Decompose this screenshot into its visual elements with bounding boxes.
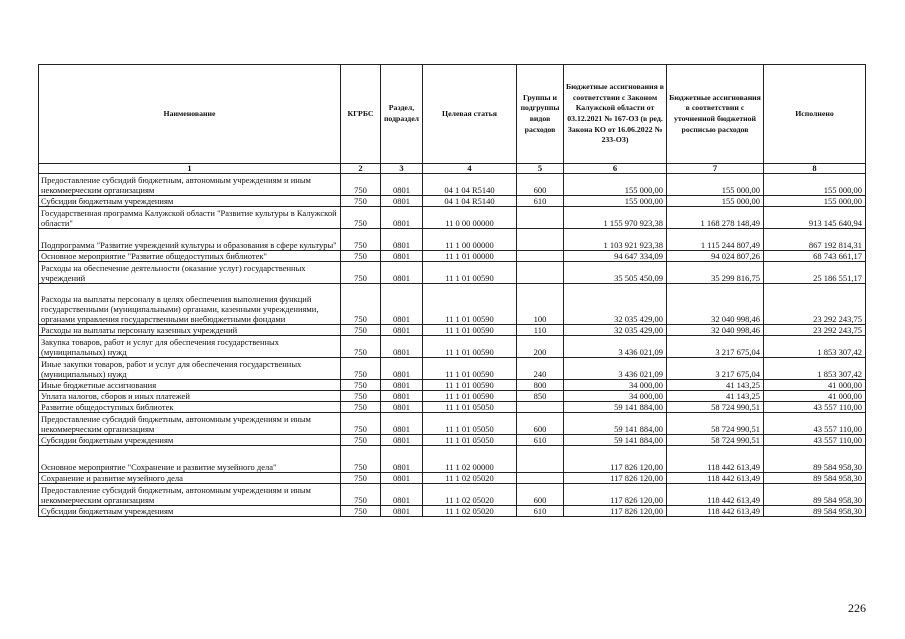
- row-assign-law: 1 155 970 923,38: [564, 207, 667, 229]
- row-ktgrs: 750: [341, 262, 381, 284]
- row-executed: 41 000,00: [764, 380, 866, 391]
- row-expense-type: 600: [517, 174, 564, 196]
- row-name: Иные бюджетные ассигнования: [39, 380, 341, 391]
- row-expense-type: [517, 402, 564, 413]
- column-number-row: [39, 164, 866, 174]
- row-name: Уплата налогов, сборов и иных платежей: [39, 391, 341, 402]
- table-row: [39, 391, 866, 402]
- row-name: Расходы на выплаты персоналу казенных учреждений: [39, 325, 341, 336]
- budget-table: [38, 64, 866, 517]
- row-assign-budget: 58 724 990,51: [667, 402, 764, 413]
- row-ktgrs: 750: [341, 207, 381, 229]
- row-name: Субсидии бюджетным учреждениям: [39, 196, 341, 207]
- row-assign-law: 35 505 450,09: [564, 262, 667, 284]
- table-row: [39, 196, 866, 207]
- row-name: Основное мероприятие "Сохранение и развитие музейного дела": [39, 446, 341, 473]
- table-row: [39, 446, 866, 473]
- table-header-row: [39, 65, 866, 164]
- row-assign-budget: 58 724 990,51: [667, 413, 764, 435]
- row-target-article: 04 1 04 R5140: [423, 174, 517, 196]
- row-executed: 867 192 814,31: [764, 229, 866, 251]
- table-row: [39, 435, 866, 446]
- row-target-article: 11 1 01 00590: [423, 284, 517, 325]
- row-expense-type: 850: [517, 391, 564, 402]
- row-executed: 155 000,00: [764, 196, 866, 207]
- row-name: Субсидии бюджетным учреждениям: [39, 435, 341, 446]
- table-row: [39, 380, 866, 391]
- row-name: Субсидии бюджетным учреждениям: [39, 506, 341, 517]
- row-expense-type: [517, 207, 564, 229]
- row-assign-budget: 35 299 816,75: [667, 262, 764, 284]
- row-ktgrs: 750: [341, 196, 381, 207]
- row-razdel: 0801: [381, 413, 423, 435]
- row-target-article: 11 1 01 00000: [423, 251, 517, 262]
- row-target-article: 11 1 01 05050: [423, 402, 517, 413]
- row-expense-type: 610: [517, 196, 564, 207]
- table-row: [39, 473, 866, 484]
- table-row: [39, 174, 866, 196]
- row-assign-budget: 118 442 613,49: [667, 484, 764, 506]
- row-assign-budget: 41 143,25: [667, 380, 764, 391]
- row-assign-budget: 32 040 998,46: [667, 284, 764, 325]
- row-expense-type: [517, 473, 564, 484]
- column-number: 3: [381, 164, 423, 174]
- row-expense-type: 800: [517, 380, 564, 391]
- row-name: Основное мероприятие "Развитие общедоступных библиотек": [39, 251, 341, 262]
- row-assign-budget: 118 442 613,49: [667, 506, 764, 517]
- row-executed: 68 743 661,17: [764, 251, 866, 262]
- row-expense-type: [517, 446, 564, 473]
- row-ktgrs: 750: [341, 473, 381, 484]
- row-expense-type: 610: [517, 506, 564, 517]
- row-expense-type: [517, 229, 564, 251]
- row-expense-type: [517, 251, 564, 262]
- column-number: 4: [423, 164, 517, 174]
- header-assign-law: Бюджетные ассигнования в соответствии с Законом Калужской области от 03.12.2021 № 167-ОЗ (в ред. Закона КО от 16.06.2022 № 233-ОЗ): [564, 65, 667, 164]
- row-ktgrs: 750: [341, 336, 381, 358]
- row-name: Государственная программа Калужской области "Развитие культуры в Калужской области": [39, 207, 341, 229]
- header-ktgrs: КГРБС: [341, 65, 381, 164]
- row-assign-budget: 155 000,00: [667, 196, 764, 207]
- row-target-article: 11 1 01 00590: [423, 336, 517, 358]
- row-assign-budget: 118 442 613,49: [667, 473, 764, 484]
- row-ktgrs: 750: [341, 380, 381, 391]
- row-ktgrs: 750: [341, 446, 381, 473]
- row-razdel: 0801: [381, 325, 423, 336]
- table-row: [39, 336, 866, 358]
- row-assign-law: 34 000,00: [564, 391, 667, 402]
- row-name: Иные закупки товаров, работ и услуг для обеспечения государственных (муниципальных) нужд: [39, 358, 341, 380]
- row-name: Расходы на обеспечение деятельности (оказание услуг) государственных учреждений: [39, 262, 341, 284]
- row-target-article: 11 0 00 00000: [423, 207, 517, 229]
- row-target-article: 11 1 01 05050: [423, 413, 517, 435]
- row-assign-law: 3 436 021,09: [564, 358, 667, 380]
- row-razdel: 0801: [381, 229, 423, 251]
- row-executed: 89 584 958,30: [764, 484, 866, 506]
- row-assign-law: 155 000,00: [564, 174, 667, 196]
- row-assign-budget: 3 217 675,04: [667, 336, 764, 358]
- budget-table-sheet: [38, 64, 865, 517]
- row-ktgrs: 750: [341, 174, 381, 196]
- row-ktgrs: 750: [341, 325, 381, 336]
- row-razdel: 0801: [381, 358, 423, 380]
- page-number: 226: [848, 601, 866, 615]
- row-target-article: 11 1 01 00590: [423, 391, 517, 402]
- table-row: [39, 251, 866, 262]
- column-number: 5: [517, 164, 564, 174]
- row-razdel: 0801: [381, 262, 423, 284]
- row-executed: 913 145 640,94: [764, 207, 866, 229]
- row-target-article: 04 1 04 R5140: [423, 196, 517, 207]
- row-ktgrs: 750: [341, 229, 381, 251]
- row-assign-law: 94 647 334,09: [564, 251, 667, 262]
- table-row: [39, 262, 866, 284]
- row-target-article: 11 1 01 00590: [423, 262, 517, 284]
- header-razdel: Раздел, подраздел: [381, 65, 423, 164]
- header-assign-budget: Бюджетные ассигнования в соответствии с уточненной бюджетной росписью расходов: [667, 65, 764, 164]
- row-expense-type: 600: [517, 484, 564, 506]
- row-expense-type: 240: [517, 358, 564, 380]
- row-ktgrs: 750: [341, 506, 381, 517]
- row-executed: 155 000,00: [764, 174, 866, 196]
- row-ktgrs: 750: [341, 484, 381, 506]
- row-assign-budget: 1 115 244 807,49: [667, 229, 764, 251]
- row-target-article: 11 1 02 05020: [423, 473, 517, 484]
- row-ktgrs: 750: [341, 413, 381, 435]
- row-name: Развитие общедоступных библиотек: [39, 402, 341, 413]
- row-executed: 23 292 243,75: [764, 325, 866, 336]
- header-expense-groups: Группы и подгруппы видов расходов: [517, 65, 564, 164]
- row-assign-law: 3 436 021,09: [564, 336, 667, 358]
- row-executed: 25 186 551,17: [764, 262, 866, 284]
- row-name: Предоставление субсидий бюджетным, автономным учреждениям и иным некоммерческим организациям: [39, 413, 341, 435]
- row-assign-budget: 155 000,00: [667, 174, 764, 196]
- row-razdel: 0801: [381, 207, 423, 229]
- header-target-article: Целевая статья: [423, 65, 517, 164]
- row-executed: 89 584 958,30: [764, 473, 866, 484]
- row-razdel: 0801: [381, 506, 423, 517]
- row-razdel: 0801: [381, 380, 423, 391]
- row-razdel: 0801: [381, 484, 423, 506]
- row-target-article: 11 1 02 05020: [423, 506, 517, 517]
- table-row: [39, 484, 866, 506]
- row-name: Подпрограмма "Развитие учреждений культуры и образования в сфере культуры": [39, 229, 341, 251]
- row-name: Предоставление субсидий бюджетным, автономным учреждениям и иным некоммерческим организациям: [39, 484, 341, 506]
- row-razdel: 0801: [381, 473, 423, 484]
- column-number: 2: [341, 164, 381, 174]
- table-body: [39, 174, 866, 517]
- row-name: Предоставление субсидий бюджетным, автономным учреждениям и иным некоммерческим организациям: [39, 174, 341, 196]
- row-executed: 1 853 307,42: [764, 358, 866, 380]
- table-row: [39, 402, 866, 413]
- row-name: Сохранение и развитие музейного дела: [39, 473, 341, 484]
- row-expense-type: 610: [517, 435, 564, 446]
- row-ktgrs: 750: [341, 402, 381, 413]
- row-assign-law: 117 826 120,00: [564, 446, 667, 473]
- row-razdel: 0801: [381, 391, 423, 402]
- row-executed: 43 557 110,00: [764, 402, 866, 413]
- row-ktgrs: 750: [341, 435, 381, 446]
- row-name: Расходы на выплаты персоналу в целях обеспечения выполнения функций государственными (муниципальными) органами, казенными учреждениями, органами управления государственными внебюджетными фондами: [39, 284, 341, 325]
- row-ktgrs: 750: [341, 284, 381, 325]
- row-executed: 89 584 958,30: [764, 446, 866, 473]
- row-razdel: 0801: [381, 336, 423, 358]
- row-razdel: 0801: [381, 284, 423, 325]
- column-number: 7: [667, 164, 764, 174]
- table-row: [39, 358, 866, 380]
- row-executed: 43 557 110,00: [764, 435, 866, 446]
- row-target-article: 11 1 02 00000: [423, 446, 517, 473]
- row-ktgrs: 750: [341, 391, 381, 402]
- row-expense-type: 100: [517, 284, 564, 325]
- table-row: [39, 325, 866, 336]
- row-razdel: 0801: [381, 435, 423, 446]
- row-assign-law: 32 035 429,00: [564, 284, 667, 325]
- row-executed: 41 000,00: [764, 391, 866, 402]
- row-target-article: 11 1 01 00590: [423, 380, 517, 391]
- row-assign-budget: 1 168 278 148,49: [667, 207, 764, 229]
- row-assign-law: 117 826 120,00: [564, 484, 667, 506]
- row-assign-law: 117 826 120,00: [564, 506, 667, 517]
- row-razdel: 0801: [381, 251, 423, 262]
- row-expense-type: 110: [517, 325, 564, 336]
- row-expense-type: [517, 262, 564, 284]
- column-number: 8: [764, 164, 866, 174]
- row-ktgrs: 750: [341, 251, 381, 262]
- row-razdel: 0801: [381, 174, 423, 196]
- row-executed: 89 584 958,30: [764, 506, 866, 517]
- row-assign-law: 155 000,00: [564, 196, 667, 207]
- row-assign-law: 32 035 429,00: [564, 325, 667, 336]
- column-number: 1: [39, 164, 341, 174]
- row-razdel: 0801: [381, 196, 423, 207]
- table-row: [39, 413, 866, 435]
- row-assign-law: 117 826 120,00: [564, 473, 667, 484]
- row-executed: 23 292 243,75: [764, 284, 866, 325]
- row-expense-type: 200: [517, 336, 564, 358]
- row-razdel: 0801: [381, 402, 423, 413]
- table-row: [39, 207, 866, 229]
- row-expense-type: 600: [517, 413, 564, 435]
- row-assign-law: 59 141 884,00: [564, 435, 667, 446]
- header-executed: Исполнено: [764, 65, 866, 164]
- row-ktgrs: 750: [341, 358, 381, 380]
- row-target-article: 11 1 01 00590: [423, 325, 517, 336]
- table-row: [39, 284, 866, 325]
- row-assign-budget: 41 143,25: [667, 391, 764, 402]
- row-assign-law: 59 141 884,00: [564, 413, 667, 435]
- row-target-article: 11 1 00 00000: [423, 229, 517, 251]
- row-razdel: 0801: [381, 446, 423, 473]
- row-assign-law: 1 103 921 923,38: [564, 229, 667, 251]
- row-assign-budget: 94 024 807,26: [667, 251, 764, 262]
- table-row: [39, 229, 866, 251]
- row-target-article: 11 1 01 05050: [423, 435, 517, 446]
- row-target-article: 11 1 01 00590: [423, 358, 517, 380]
- row-assign-budget: 32 040 998,46: [667, 325, 764, 336]
- row-assign-budget: 3 217 675,04: [667, 358, 764, 380]
- row-assign-law: 59 141 884,00: [564, 402, 667, 413]
- row-executed: 1 853 307,42: [764, 336, 866, 358]
- column-number: 6: [564, 164, 667, 174]
- row-assign-budget: 58 724 990,51: [667, 435, 764, 446]
- row-assign-law: 34 000,00: [564, 380, 667, 391]
- header-name: Наименование: [39, 65, 341, 164]
- row-target-article: 11 1 02 05020: [423, 484, 517, 506]
- row-assign-budget: 118 442 613,49: [667, 446, 764, 473]
- row-name: Закупка товаров, работ и услуг для обеспечения государственных (муниципальных) нужд: [39, 336, 341, 358]
- row-executed: 43 557 110,00: [764, 413, 866, 435]
- table-row: [39, 506, 866, 517]
